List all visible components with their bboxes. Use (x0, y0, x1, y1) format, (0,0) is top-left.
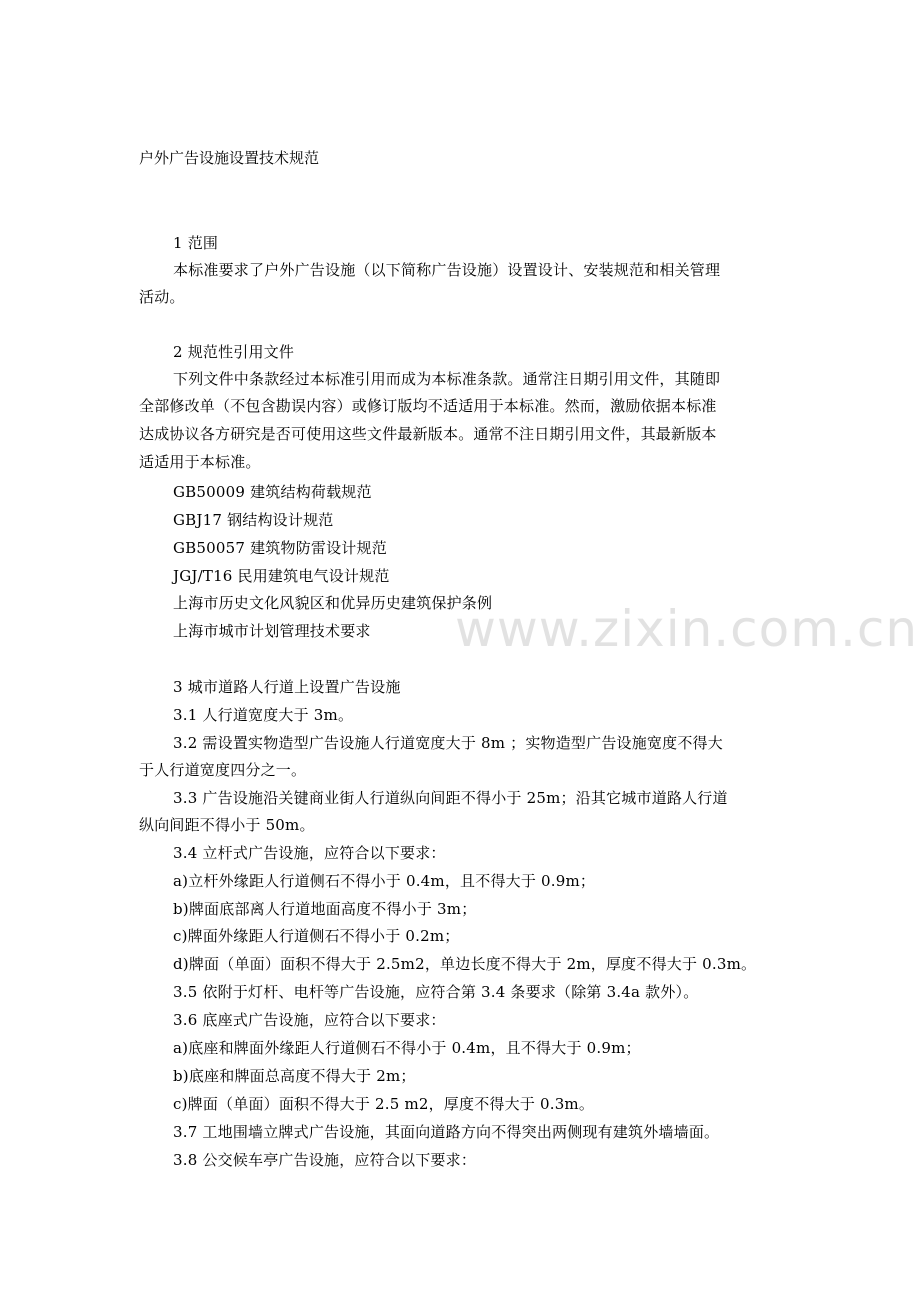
clause-line: 3.4 立杆式广告设施，应符合以下要求： (173, 844, 446, 862)
clause-line: a)立杆外缘距人行道侧石不得小于 0.4m，且不得大于 0.9m； (173, 872, 596, 890)
clause-line: a)底座和牌面外缘距人行道侧石不得小于 0.4m，且不得大于 0.9m； (173, 1039, 641, 1057)
paragraph-line: 下列文件中条款经过本标准引用而成为本标准条款。通常注日期引用文件，其随即 (173, 370, 721, 388)
clause-line: c)牌面（单面）面积不得大于 2.5 m2，厚度不得大于 0.3m。 (173, 1095, 595, 1113)
reference-item: JGJ/T16 民用建筑电气设计规范 (173, 567, 390, 585)
reference-item: GB50057 建筑物防雷设计规范 (173, 539, 387, 557)
clause-line: 3.7 工地围墙立牌式广告设施，其面向道路方向不得突出两侧现有建筑外墙墙面。 (173, 1123, 720, 1141)
section-heading-scope: 1 范围 (173, 234, 219, 252)
section-heading-references: 2 规范性引用文件 (173, 343, 295, 361)
watermark: www.zixin.com.cn (455, 600, 919, 658)
clause-line: 3.1 人行道宽度大于 3m。 (173, 706, 354, 724)
reference-item: 上海市城市计划管理技术要求 (173, 622, 371, 640)
clause-line: b)底座和牌面总高度不得大于 2m； (173, 1067, 416, 1085)
paragraph-line: 本标准要求了户外广告设施（以下简称广告设施）设置设计、安装规范和相关管理 (173, 261, 721, 279)
clause-line: d)牌面（单面）面积不得大于 2.5m2，单边长度不得大于 2m，厚度不得大于 0.3m。 (173, 955, 757, 973)
clause-line: 3.8 公交候车亭广告设施，应符合以下要求： (173, 1151, 477, 1169)
clause-line: 于人行道宽度四分之一。 (139, 761, 307, 779)
paragraph-line: 适适用于本标准。 (139, 453, 261, 471)
clause-line: 3.5 依附于灯杆、电杆等广告设施，应符合第 3.4 条要求（除第 3.4a 款外）。 (173, 983, 699, 1001)
reference-item: GB50009 建筑结构荷载规范 (173, 483, 372, 501)
clause-line: 纵向间距不得小于 50m。 (139, 816, 315, 834)
paragraph-line: 达成协议各方研究是否可使用这些文件最新版本。通常不注日期引用文件，其最新版本 (139, 425, 717, 443)
clause-line: b)牌面底部离人行道地面高度不得小于 3m； (173, 900, 477, 918)
section-heading-sidewalk: 3 城市道路人行道上设置广告设施 (173, 678, 401, 696)
clause-line: 3.2 需设置实物造型广告设施人行道宽度大于 8m ；实物造型广告设施宽度不得大 (173, 734, 723, 752)
clause-line: 3.6 底座式广告设施，应符合以下要求： (173, 1011, 446, 1029)
clause-line: 3.3 广告设施沿关键商业街人行道纵向间距不得小于 25m；沿其它城市道路人行道 (173, 789, 728, 807)
paragraph-line: 全部修改单（不包含勘误内容）或修订版均不适适用于本标准。然而，激励依据本标准 (139, 397, 717, 415)
reference-item: GBJ17 钢结构设计规范 (173, 511, 334, 529)
clause-line: c)牌面外缘距人行道侧石不得小于 0.2m； (173, 927, 460, 945)
reference-item: 上海市历史文化风貌区和优异历史建筑保护条例 (173, 594, 493, 612)
paragraph-line: 活动。 (139, 288, 185, 306)
document-title: 户外广告设施设置技术规范 (139, 149, 320, 167)
